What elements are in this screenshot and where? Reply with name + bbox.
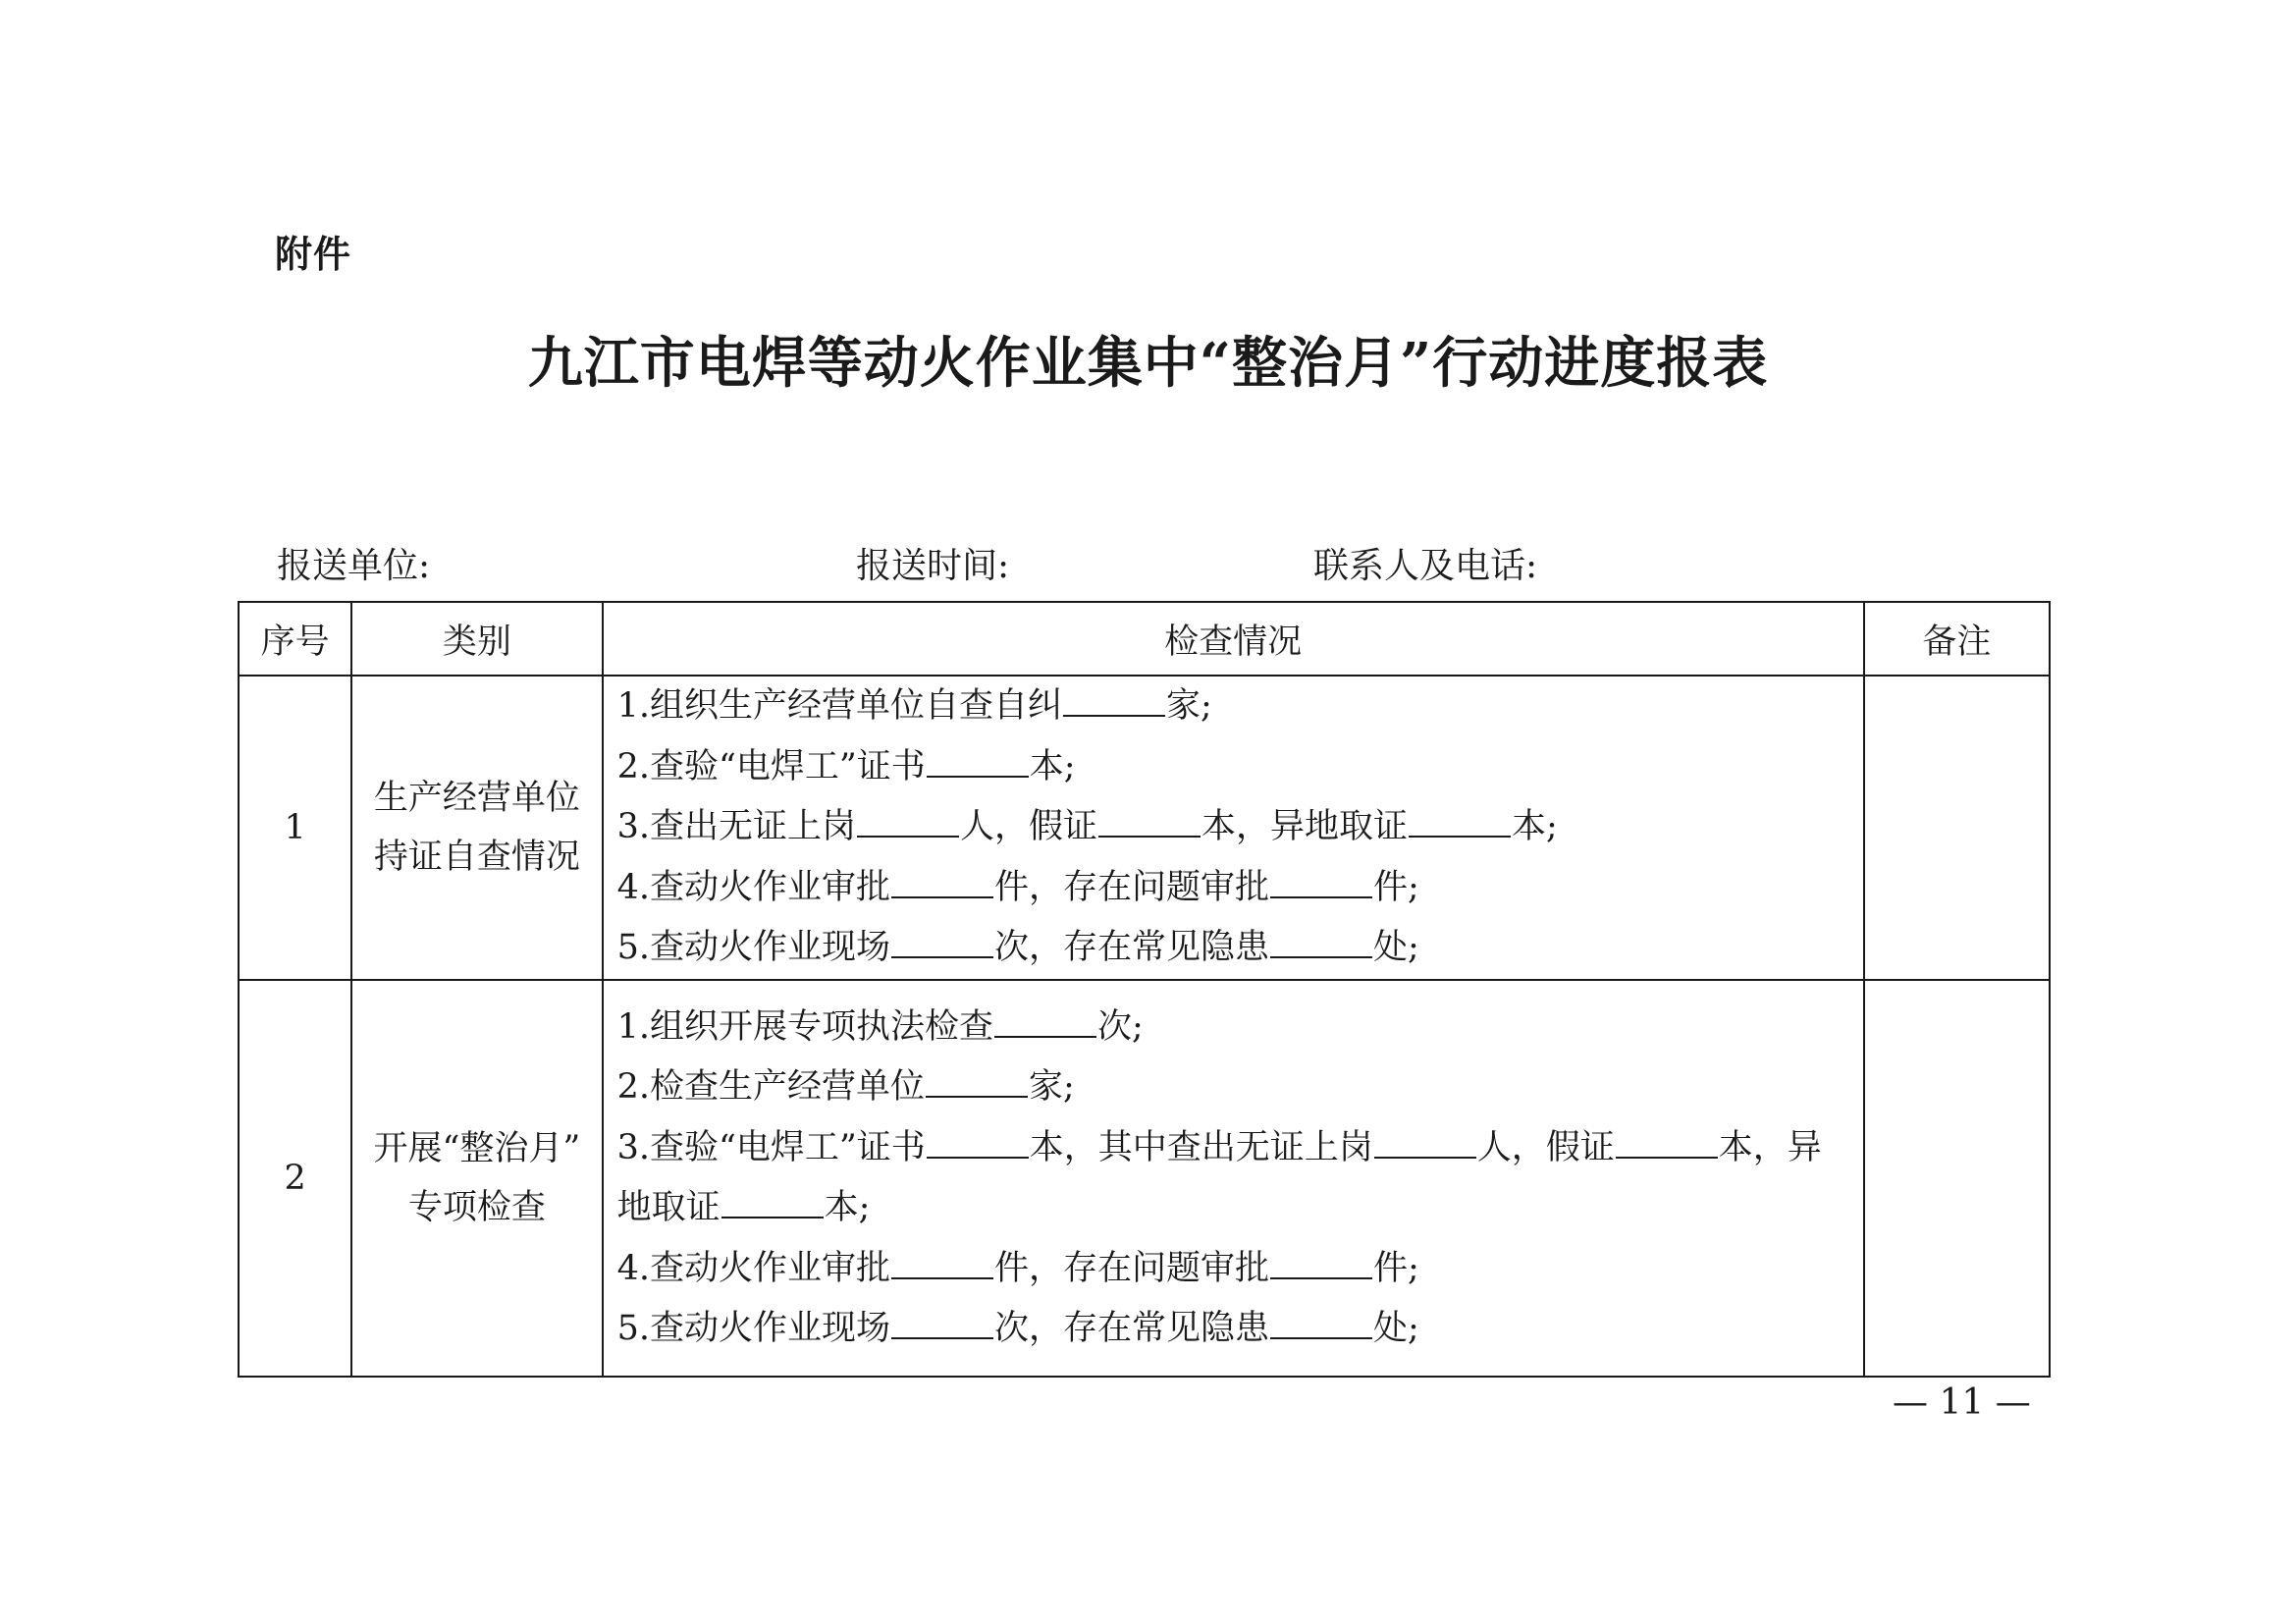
category-line: 专项检查 — [407, 1188, 546, 1227]
blank-line — [1616, 1156, 1718, 1159]
blank-line — [1270, 1276, 1372, 1279]
table-row — [239, 980, 2050, 1377]
detail-line: 3.查出无证上岗 人，假证 本，异地取证 本; — [616, 807, 1558, 847]
header-notes: 备注 — [1864, 602, 2050, 676]
table-header-row — [239, 602, 2050, 676]
category-line: 生产经营单位 — [373, 779, 580, 818]
blank-line — [891, 895, 993, 898]
detail-line: 5.查动火作业现场 次，存在常见隐患 处; — [616, 1309, 1419, 1348]
report-time-label: 报送时间: — [856, 546, 1010, 586]
blank-line — [891, 1276, 993, 1279]
detail-line: 4.查动火作业审批 件，存在问题审批 件; — [616, 867, 1419, 907]
row-notes — [1864, 980, 2050, 1377]
row-category — [351, 980, 602, 1377]
row-details — [603, 676, 1864, 980]
blank-line — [857, 835, 959, 838]
contact-label: 联系人及电话: — [1313, 546, 1538, 586]
detail-line: 1.组织生产经营单位自查自纠 家; — [616, 686, 1212, 727]
detail-line: 2.检查生产经营单位 家; — [616, 1067, 1075, 1107]
table-row — [239, 676, 2050, 980]
blank-line — [1270, 895, 1372, 898]
blank-line — [1374, 1156, 1476, 1159]
blank-line — [1270, 955, 1372, 958]
attachment-label: 附件 — [275, 233, 352, 276]
document-title: 九江市电焊等动火作业集中“整治月”行动进度报表 — [527, 331, 1769, 396]
row-seq: 1 — [239, 676, 351, 980]
report-unit-label: 报送单位: — [277, 546, 431, 586]
header-seq: 序号 — [239, 602, 351, 676]
blank-line — [891, 1336, 993, 1339]
detail-line: 3.查验“电焊工”证书 本，其中查出无证上岗 人，假证 本，异地取证 本; — [616, 1127, 1822, 1227]
blank-line — [1270, 1336, 1372, 1339]
blank-line — [1063, 714, 1165, 717]
header-category: 类别 — [351, 602, 602, 676]
blank-line — [927, 775, 1029, 778]
blank-line — [891, 955, 993, 958]
row-notes — [1864, 676, 2050, 980]
row-seq: 2 — [239, 980, 351, 1377]
detail-line: 5.查动火作业现场 次，存在常见隐患 处; — [616, 928, 1419, 968]
blank-line — [927, 1156, 1029, 1159]
progress-report-table — [238, 601, 2051, 1378]
page-number: — 11 — — [1893, 1382, 2031, 1423]
blank-line — [721, 1216, 824, 1218]
detail-line: 1.组织开展专项执法检查 次; — [616, 1006, 1144, 1047]
category-line: 开展“整治月” — [373, 1129, 581, 1168]
header-details: 检查情况 — [603, 602, 1864, 676]
row-category — [351, 676, 602, 980]
blank-line — [926, 1095, 1028, 1098]
blank-line — [994, 1035, 1096, 1038]
blank-line — [1098, 835, 1201, 838]
category-line: 持证自查情况 — [373, 838, 580, 877]
detail-line: 4.查动火作业审批 件，存在问题审批 件; — [616, 1248, 1419, 1288]
blank-line — [1409, 835, 1511, 838]
detail-line: 2.查验“电焊工”证书 本; — [616, 746, 1076, 786]
row-details — [603, 980, 1864, 1377]
